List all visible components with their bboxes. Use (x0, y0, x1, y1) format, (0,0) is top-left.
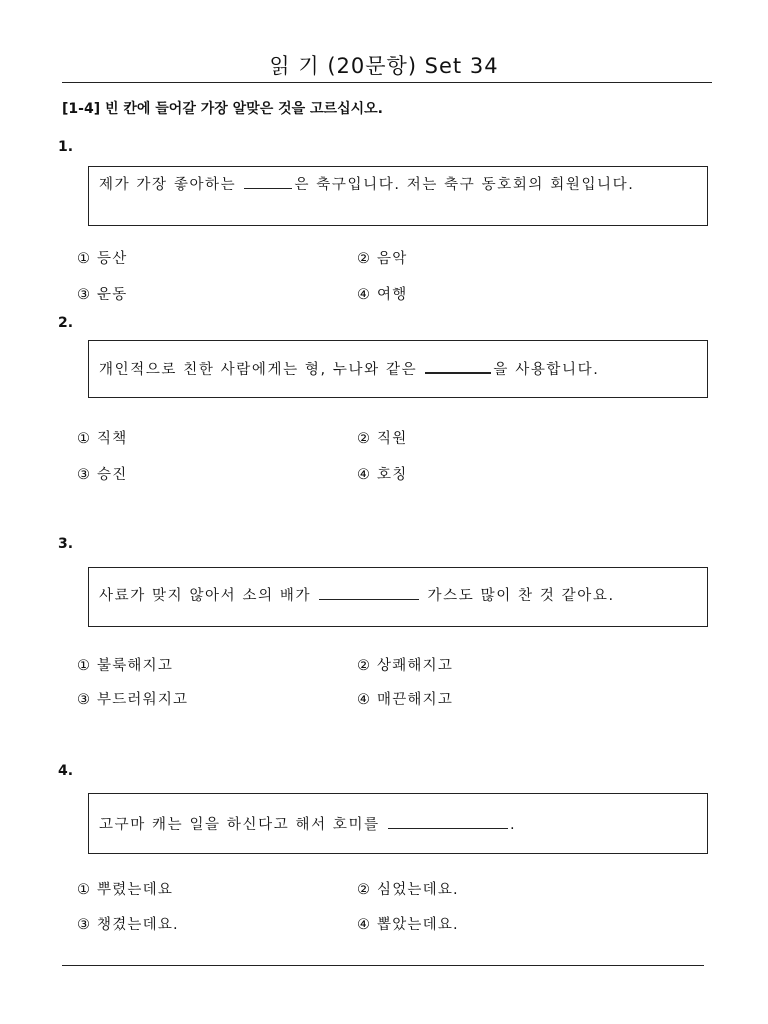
question-1-passage-box (88, 166, 708, 226)
question-3-option-1[interactable]: ① 불룩해지고 (77, 658, 174, 674)
question-2-option-1[interactable]: ① 직책 (77, 431, 128, 447)
question-1-option-2[interactable]: ② 음악 (357, 251, 408, 267)
question-3-blank (319, 585, 419, 600)
question-2-option-3[interactable]: ③ 승진 (77, 467, 128, 483)
question-3-option-2[interactable]: ② 상쾌해지고 (357, 658, 454, 674)
section-instruction: [1-4] 빈 칸에 들어갈 가장 알맞은 것을 고르십시오. (62, 101, 383, 117)
question-1-text-after: 은 축구입니다. 저는 축구 동호회의 회원입니다. (294, 177, 635, 193)
question-4-option-1[interactable]: ① 뿌렸는데요 (77, 882, 174, 898)
question-1-number: 1. (58, 139, 74, 155)
question-4-option-2[interactable]: ② 심었는데요. (357, 882, 459, 898)
question-2-number: 2. (58, 315, 74, 331)
question-4-option-4[interactable]: ④ 뽑았는데요. (357, 917, 459, 933)
question-3-option-4[interactable]: ④ 매끈해지고 (357, 692, 454, 708)
question-3-option-3[interactable]: ③ 부드러워지고 (77, 692, 189, 708)
question-3-passage-box (88, 567, 708, 627)
footer-divider (62, 965, 704, 966)
question-2-text-before: 개인적으로 친한 사람에게는 형, 누나와 같은 (99, 362, 424, 378)
question-1-option-1[interactable]: ① 등산 (77, 251, 128, 267)
title-divider (62, 82, 712, 83)
question-3-text-before: 사료가 맞지 않아서 소의 배가 (99, 588, 318, 604)
question-1-option-4[interactable]: ④ 여행 (357, 287, 408, 303)
question-4-option-3[interactable]: ③ 챙겼는데요. (77, 917, 179, 933)
question-3-number: 3. (58, 536, 74, 552)
question-4-number: 4. (58, 763, 74, 779)
question-4-blank (388, 814, 508, 829)
question-2-option-4[interactable]: ④ 호칭 (357, 467, 408, 483)
page-title: 읽 기 (20문항) Set 34 (269, 54, 499, 78)
question-4-text-before: 고구마 캐는 일을 하신다고 해서 호미를 (99, 817, 386, 833)
question-2-text-after: 을 사용합니다. (493, 362, 600, 378)
question-4-text-after: . (509, 817, 517, 833)
question-1-text-before: 제가 가장 좋아하는 (99, 177, 243, 193)
question-4-passage-box (88, 793, 708, 854)
question-2-option-2[interactable]: ② 직원 (357, 431, 408, 447)
question-3-text-after: 가스도 많이 찬 것 같아요. (421, 588, 615, 604)
question-2-passage-box (88, 340, 708, 398)
question-2-blank (425, 358, 491, 374)
question-1-blank (244, 174, 292, 189)
question-1-option-3[interactable]: ③ 운동 (77, 287, 128, 303)
